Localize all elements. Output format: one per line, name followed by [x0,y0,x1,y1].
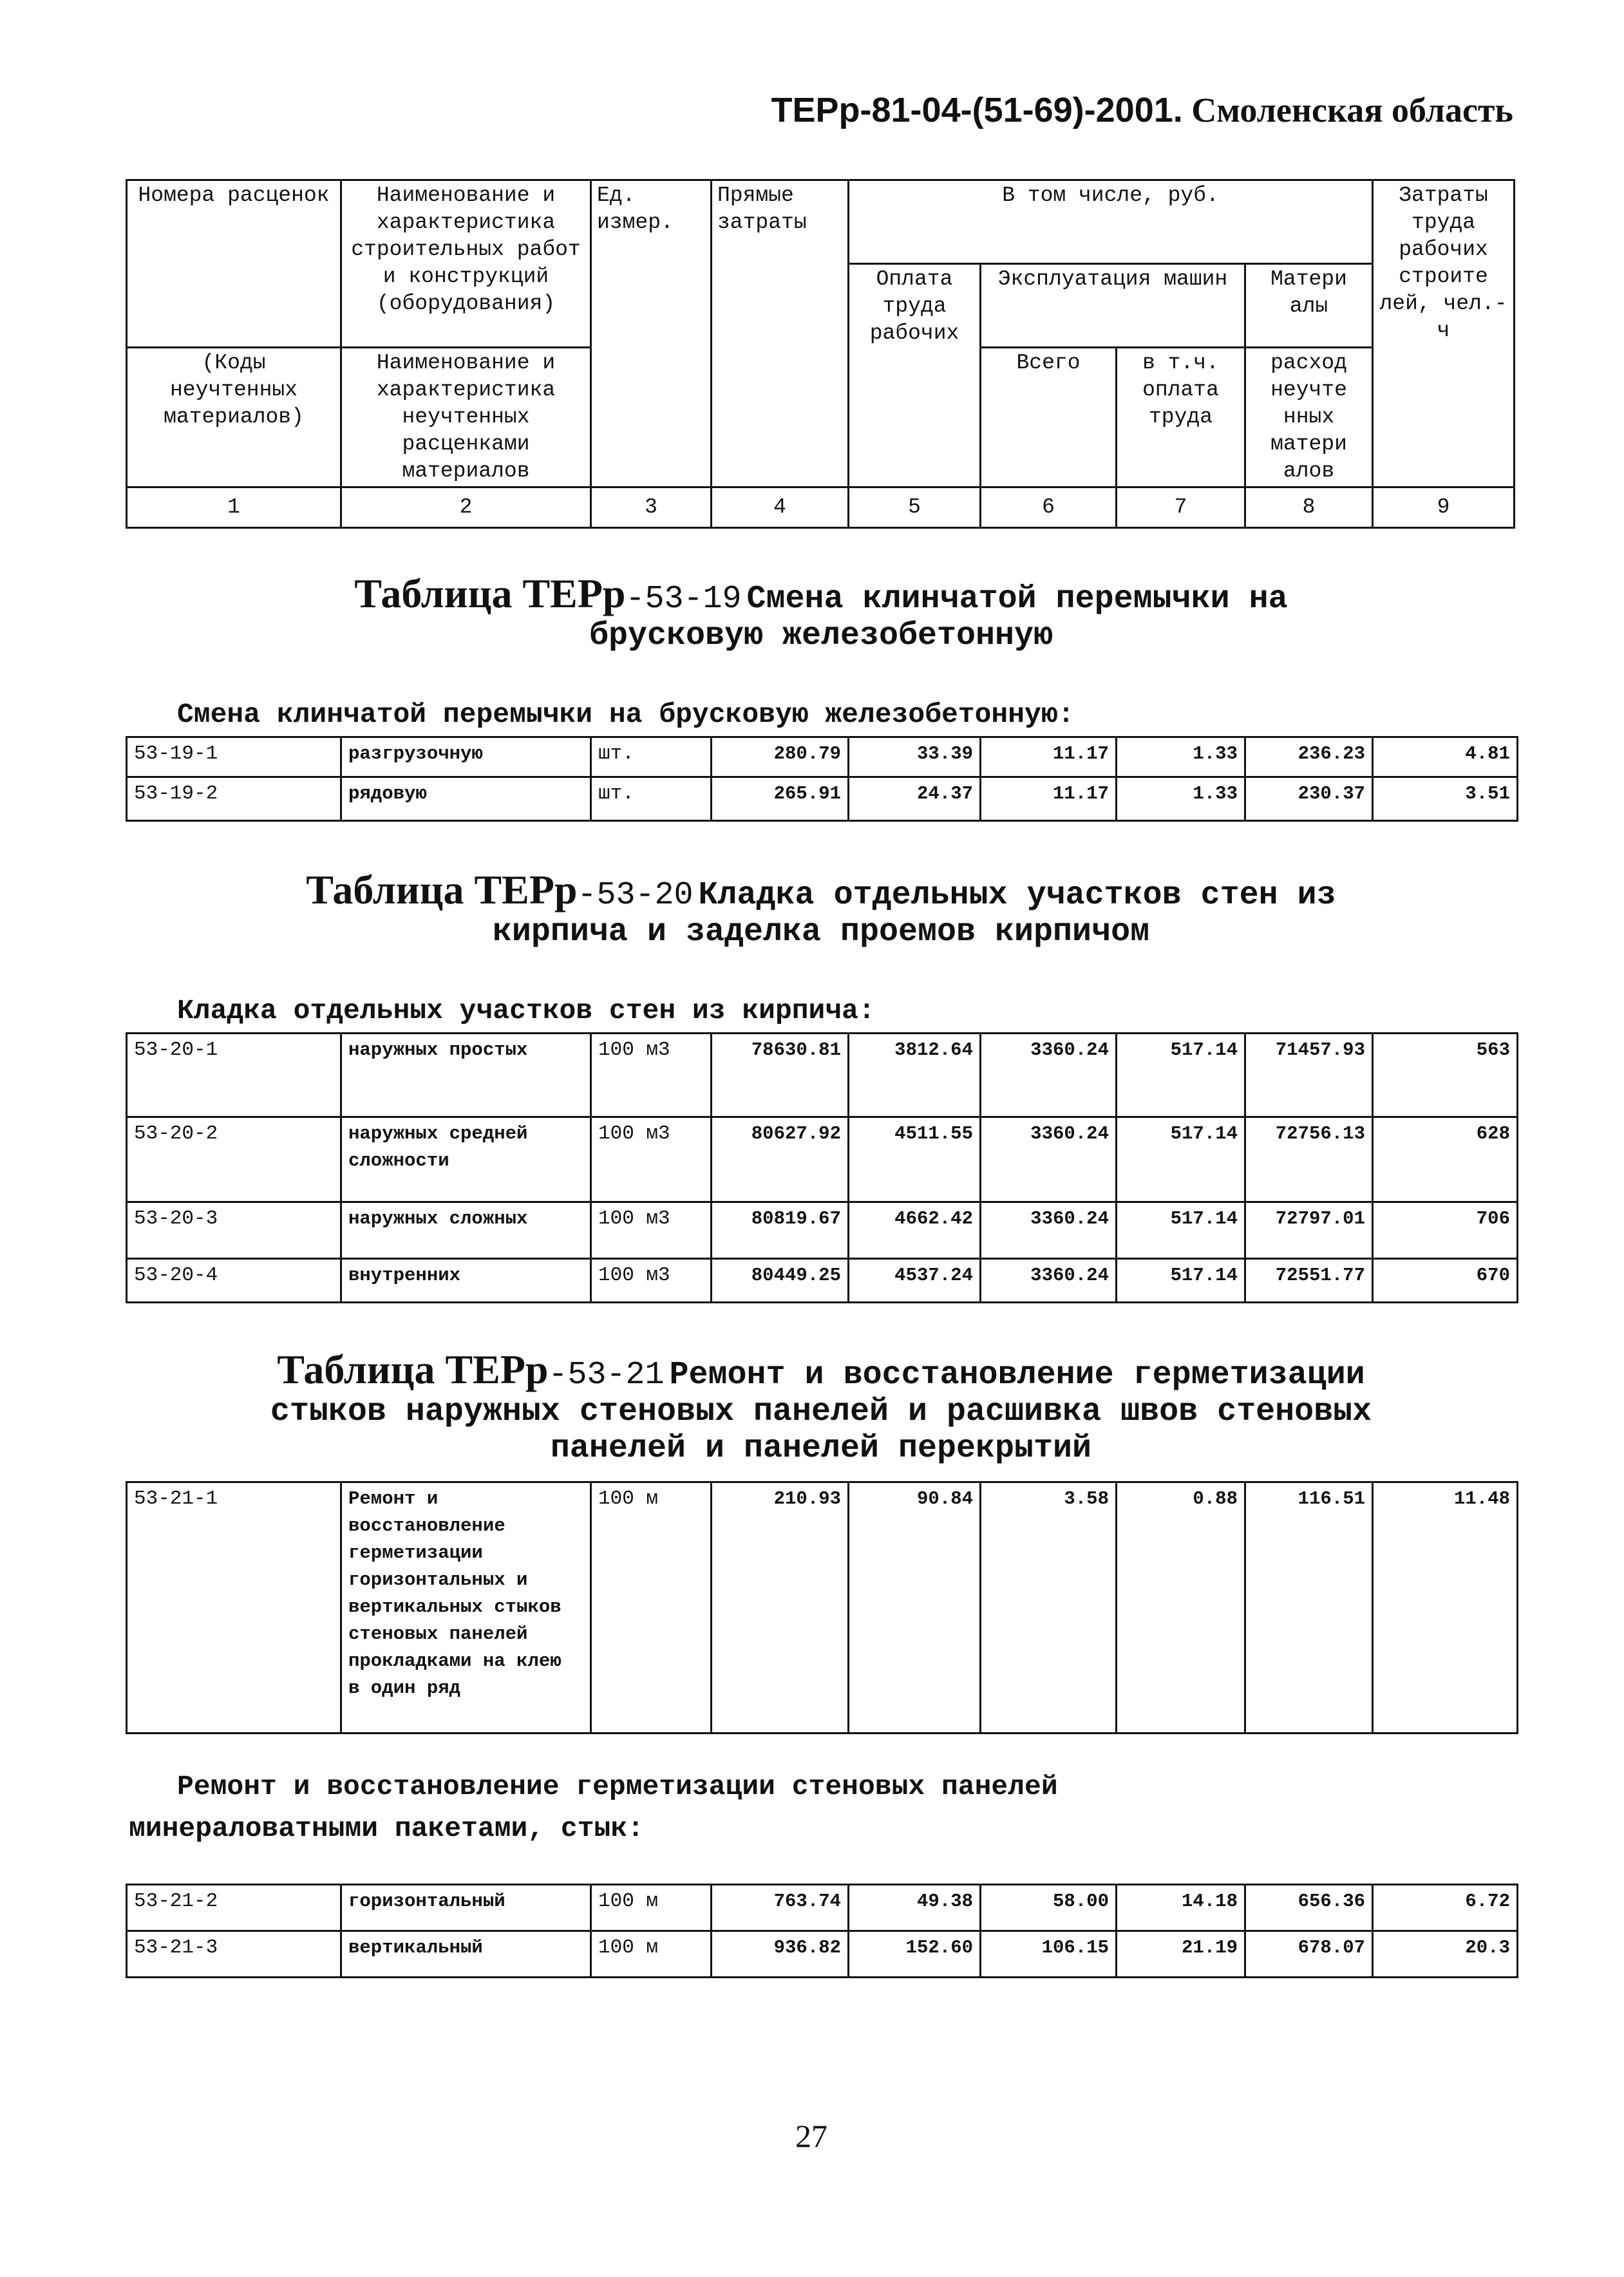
table-row [127,1117,1518,1202]
direct-costs: 210.93 [712,1482,849,1734]
table-caption-prefix: Таблица ТЕРр [306,867,578,912]
header-work-name: Наименование и характеристика строительных работ и конструкций (оборудования) [341,180,591,348]
labor-hours: 20.3 [1373,1931,1518,1978]
table-row [127,777,1518,821]
direct-costs: 80819.67 [712,1202,849,1259]
labor-hours: 6.72 [1373,1885,1518,1931]
rate-code: 53-20-3 [127,1202,341,1259]
machine-labor: 517.14 [1117,1034,1245,1117]
rate-code: 53-20-4 [127,1259,341,1303]
column-number: 3 [591,487,712,528]
column-number: 9 [1373,487,1515,528]
header-rate-numbers: Номера расценок [127,180,341,348]
machine-total: 11.17 [981,737,1117,777]
materials: 72797.01 [1245,1202,1373,1259]
rates-table-53-21 [126,1481,1518,1734]
section-subheading-line2: минераловатными пакетами, стык: [129,1813,644,1844]
labor-pay: 24.37 [849,777,981,821]
labor-hours: 4.81 [1373,737,1518,777]
machine-labor: 14.18 [1117,1885,1245,1931]
table-caption-title-line2: стыков наружных стеновых панелей и расшивка швов стеновых [270,1394,1372,1430]
work-name: горизонтальный [341,1885,591,1931]
header-material-usage: расход неучте нных матери алов [1245,348,1373,487]
labor-pay: 4537.24 [849,1259,981,1303]
machine-labor: 1.33 [1117,777,1245,821]
rate-code: 53-20-1 [127,1034,341,1117]
machine-total: 3360.24 [981,1034,1117,1117]
work-name: разгрузочную [341,737,591,777]
section-subheading: Ремонт и восстановление герметизации стеновых панелей [177,1771,1058,1802]
labor-pay: 33.39 [849,737,981,777]
materials: 656.36 [1245,1885,1373,1931]
header-labor-hours: Затраты труда рабочих строите лей, чел.-ч [1373,180,1515,487]
table-caption-title: Смена клинчатой перемычки на [746,581,1288,618]
machine-labor: 517.14 [1117,1259,1245,1303]
work-name: наружных простых [341,1034,591,1117]
labor-pay: 90.84 [849,1482,981,1734]
table-caption [129,1346,1513,1467]
direct-costs: 936.82 [712,1931,849,1978]
machine-labor: 1.33 [1117,737,1245,777]
unit: 100 м3 [591,1202,712,1259]
region-name: Смоленская область [1191,91,1513,129]
direct-costs: 78630.81 [712,1034,849,1117]
column-number: 1 [127,487,341,528]
section-subheading: Смена клинчатой перемычки на брусковую железобетонную: [177,699,1075,730]
rate-code: 53-19-1 [127,737,341,777]
labor-pay: 4511.55 [849,1117,981,1202]
document-header [670,90,1513,130]
labor-hours: 11.48 [1373,1482,1518,1734]
column-number: 4 [712,487,849,528]
work-name: Ремонт и восстановление герметизации горизонтальных и вертикальных стыков стеновых панелей прокладками на клею в один ряд [341,1482,591,1734]
table-caption-code: -53-19 [625,581,742,618]
table-caption-title-line3: панелей и панелей перекрытий [550,1430,1092,1467]
rate-code: 53-20-2 [127,1117,341,1202]
machine-total: 3360.24 [981,1117,1117,1202]
rate-code: 53-19-2 [127,777,341,821]
section-subheading: Кладка отдельных участков стен из кирпича: [177,995,875,1026]
table-caption-prefix: Таблица ТЕРр [354,571,626,616]
rates-table-53-21-seal [126,1884,1518,1978]
labor-hours: 628 [1373,1117,1518,1202]
machine-labor: 0.88 [1117,1482,1245,1734]
column-number: 7 [1117,487,1245,528]
header-material-names: Наименование и характеристика неучтенных расценками материалов [341,348,591,487]
labor-hours: 3.51 [1373,777,1518,821]
table-caption [129,570,1513,654]
unit: 100 м3 [591,1034,712,1117]
labor-pay: 152.60 [849,1931,981,1978]
column-number: 6 [981,487,1117,528]
machine-total: 58.00 [981,1885,1117,1931]
table-caption [129,866,1513,950]
header-including-group: В том числе, руб. [849,180,1373,264]
rate-code: 53-21-3 [127,1931,341,1978]
direct-costs: 265.91 [712,777,849,821]
labor-pay: 49.38 [849,1885,981,1931]
table-row [127,1482,1518,1734]
header-labor-pay: Оплата труда рабочих [849,264,981,487]
work-name: наружных сложных [341,1202,591,1259]
materials: 230.37 [1245,777,1373,821]
document-code: ТЕРр-81-04-(51-69)-2001. [771,91,1183,129]
header-machine-labor: в т.ч. оплата труда [1117,348,1245,487]
header-material-codes: (Коды неучтенных материалов) [127,348,341,487]
materials: 116.51 [1245,1482,1373,1734]
machine-total: 106.15 [981,1931,1117,1978]
machine-total: 3.58 [981,1482,1117,1734]
machine-total: 3360.24 [981,1202,1117,1259]
rates-table-53-19 [126,736,1518,822]
header-machine-total: Всего [981,348,1117,487]
table-caption-title-line2: кирпича и заделка проемов кирпичом [492,914,1150,950]
labor-pay: 3812.64 [849,1034,981,1117]
unit: 100 м3 [591,1259,712,1303]
table-caption-title: Кладка отдельных участков стен из [698,877,1336,914]
header-machine-group: Эксплуатация машин [981,264,1245,348]
materials: 678.07 [1245,1931,1373,1978]
unit: шт. [591,737,712,777]
column-number: 2 [341,487,591,528]
page-number: 27 [795,2118,827,2154]
materials: 71457.93 [1245,1034,1373,1117]
unit: 100 м [591,1931,712,1978]
machine-total: 3360.24 [981,1259,1117,1303]
rate-code: 53-21-2 [127,1885,341,1931]
unit: шт. [591,777,712,821]
unit: 100 м3 [591,1117,712,1202]
table-caption-prefix: Таблица ТЕРр [277,1346,549,1392]
direct-costs: 80627.92 [712,1117,849,1202]
column-header-table [126,179,1515,529]
table-row [127,1885,1518,1931]
machine-labor: 517.14 [1117,1202,1245,1259]
table-caption-title-line2: брусковую железобетонную [589,618,1053,654]
direct-costs: 763.74 [712,1885,849,1931]
work-name: наружных средней сложности [341,1117,591,1202]
materials: 72756.13 [1245,1117,1373,1202]
table-row [127,737,1518,777]
work-name: внутренних [341,1259,591,1303]
rate-code: 53-21-1 [127,1482,341,1734]
direct-costs: 280.79 [712,737,849,777]
machine-total: 11.17 [981,777,1117,821]
header-materials: Матери алы [1245,264,1373,348]
rates-table-53-20 [126,1032,1518,1303]
materials: 236.23 [1245,737,1373,777]
unit: 100 м [591,1482,712,1734]
header-direct-costs: Прямые затраты [712,180,849,487]
labor-hours: 706 [1373,1202,1518,1259]
unit: 100 м [591,1885,712,1931]
work-name: рядовую [341,777,591,821]
table-row [127,1931,1518,1978]
work-name: вертикальный [341,1931,591,1978]
machine-labor: 21.19 [1117,1931,1245,1978]
labor-hours: 670 [1373,1259,1518,1303]
machine-labor: 517.14 [1117,1117,1245,1202]
direct-costs: 80449.25 [712,1259,849,1303]
column-number: 5 [849,487,981,528]
table-caption-code: -53-20 [577,877,694,914]
column-number: 8 [1245,487,1373,528]
materials: 72551.77 [1245,1259,1373,1303]
labor-hours: 563 [1373,1034,1518,1117]
header-unit: Ед. измер. [591,180,712,487]
table-row [127,1202,1518,1259]
table-caption-title: Ремонт и восстановление герметизации [669,1357,1365,1394]
table-row [127,1259,1518,1303]
labor-pay: 4662.42 [849,1202,981,1259]
table-caption-code: -53-21 [548,1357,665,1394]
table-row [127,1034,1518,1117]
